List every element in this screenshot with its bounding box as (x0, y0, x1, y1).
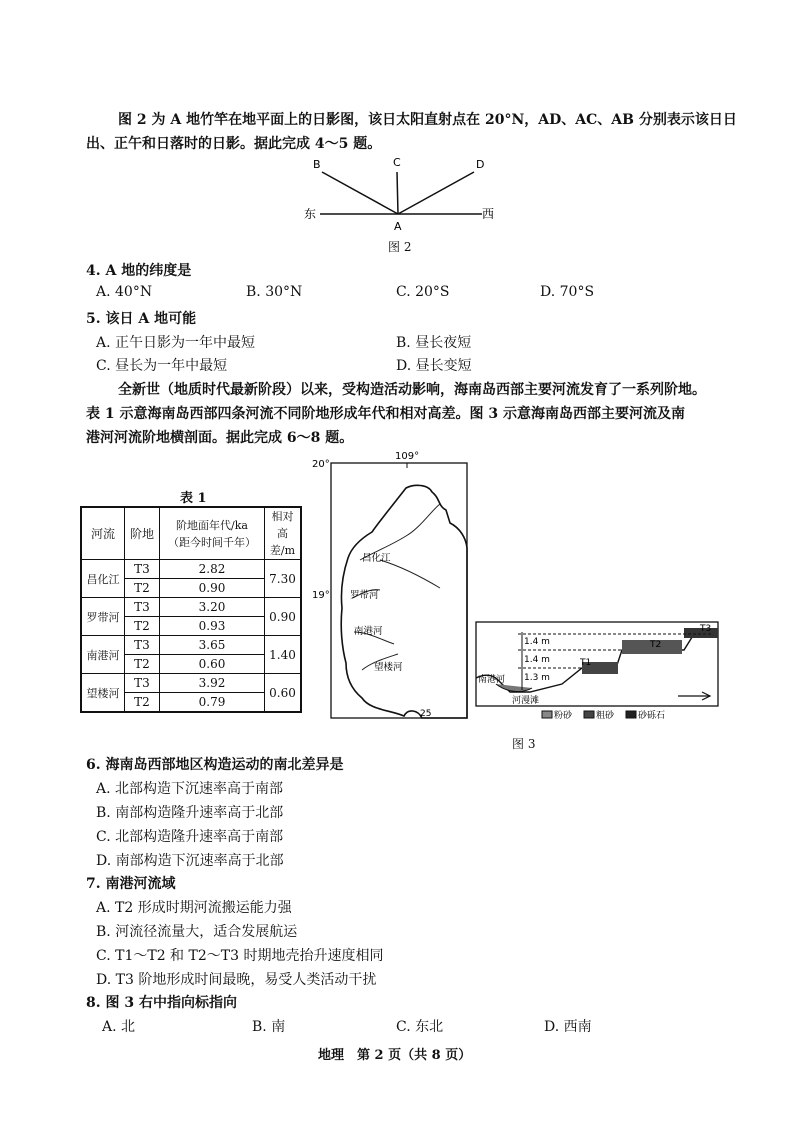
q8-stem: 8. 图 3 右中指向标指向 (86, 995, 237, 1011)
q5-option-c: C. 昼长为一年中最短 (96, 358, 228, 374)
q7-option-d: D. T3 阶地形成时间最晚，易受人类活动干扰 (96, 972, 377, 988)
legend-silt-swatch (542, 711, 552, 718)
height-label-2: 1.4 m (524, 655, 550, 665)
table-row (81, 674, 301, 693)
q5-option-b: B. 昼长夜短 (396, 335, 472, 351)
height-diff: 1.40 (265, 636, 302, 674)
page-footer: 地理 第 2 页（共 8 页） (318, 1048, 472, 1063)
label-west: 西 (482, 207, 495, 221)
map-label-luodai: 罗带河 (350, 590, 379, 601)
q4-option-c: C. 20°S (396, 284, 450, 300)
th-terrace: 阶地 (125, 507, 160, 560)
terrace: T3 (125, 636, 160, 655)
map-scale-label: 25 (420, 709, 432, 719)
th-diff: 相对高 差/m (265, 507, 302, 560)
shadow-AD (398, 172, 474, 214)
q5-option-a: A. 正午日影为一年中最短 (96, 335, 256, 351)
legend-gravel: 砂砾石 (638, 711, 666, 721)
intro2-line1: 全新世（地质时代最新阶段）以来，受构造活动影响，海南岛西部主要河流发育了一系列阶地。 (118, 382, 706, 398)
river-tributary (380, 560, 440, 588)
fig3-caption: 图 3 (512, 737, 536, 751)
terrace-label-T3: T3 (700, 624, 712, 634)
terrace: T2 (125, 693, 160, 713)
terrace: T2 (125, 617, 160, 636)
terrace-profile (472, 618, 722, 728)
river-name: 南港河 (81, 636, 125, 674)
q7-option-b: B. 河流径流量大，适合发展航运 (96, 924, 298, 940)
q7-stem: 7. 南港河流域 (86, 876, 176, 892)
legend-coarse-sand-swatch (584, 711, 594, 718)
legend-silt: 粉砂 (554, 711, 573, 721)
river-name: 罗带河 (81, 598, 125, 636)
age: 2.82 (160, 560, 265, 579)
q4-stem: 4. A 地的纬度是 (86, 263, 192, 279)
age: 0.90 (160, 579, 265, 598)
shadow-AB (322, 172, 398, 214)
age: 3.20 (160, 598, 265, 617)
table1 (80, 506, 302, 713)
q6-option-a: A. 北部构造下沉速率高于南部 (96, 781, 284, 797)
q6-option-d: D. 南部构造下沉速率高于北部 (96, 853, 284, 869)
hainan-map (310, 448, 470, 723)
lon-109-label: 109° (395, 451, 420, 462)
q4-option-a: A. 40°N (96, 284, 153, 300)
profile-river-label: 南港河 (478, 675, 506, 685)
q4-option-d: D. 70°S (540, 284, 595, 300)
terrace: T2 (125, 579, 160, 598)
terrace: T2 (125, 655, 160, 674)
age: 3.92 (160, 674, 265, 693)
age: 3.65 (160, 636, 265, 655)
river-name: 望楼河 (81, 674, 125, 713)
table-row (81, 598, 301, 617)
map-label-wanglou: 望楼河 (374, 662, 403, 673)
height-diff: 7.30 (265, 560, 302, 598)
height-diff: 0.60 (265, 674, 302, 713)
label-east: 东 (304, 207, 317, 221)
terrace: T3 (125, 560, 160, 579)
height-label-1: 1.4 m (524, 637, 550, 647)
fig2-caption: 图 2 (388, 240, 412, 254)
label-C: C (393, 156, 401, 169)
intro2-line2: 表 1 示意海南岛西部四条河流不同阶地形成年代和相对高差。图 3 示意海南岛西部主要河流及南 (86, 406, 685, 422)
q5-option-d: D. 昼长变短 (396, 358, 472, 374)
q7-option-a: A. T2 形成时期河流搬运能力强 (96, 900, 292, 916)
table-row (81, 560, 301, 579)
legend-coarse-sand: 粗砂 (596, 711, 615, 721)
shadow-AC (397, 172, 398, 214)
lat-19-label: 19° (312, 590, 330, 601)
q6-option-c: C. 北部构造隆升速率高于南部 (96, 829, 284, 845)
terrace-label-T1: T1 (580, 658, 592, 668)
age: 0.60 (160, 655, 265, 674)
intro2-line3: 港河河流阶地横剖面。据此完成 6～8 题。 (86, 430, 354, 446)
map-label-nangang: 南港河 (354, 626, 383, 637)
q8-option-c: C. 东北 (396, 1019, 444, 1035)
age: 0.93 (160, 617, 265, 636)
profile-shoal-label: 河漫滩 (512, 696, 540, 706)
q4-option-b: B. 30°N (246, 284, 303, 300)
legend-gravel-swatch (626, 711, 636, 718)
fig2-diagram (300, 150, 500, 250)
label-D: D (476, 158, 485, 171)
q8-option-a: A. 北 (102, 1019, 136, 1035)
lat-20-label: 20° (312, 459, 330, 470)
th-age: 阶地面年代/ka （距今时间千年） (160, 507, 265, 560)
coastline (341, 485, 467, 718)
table-row (81, 636, 301, 655)
label-B: B (313, 158, 321, 171)
q6-stem: 6. 海南岛西部地区构造运动的南北差异是 (86, 757, 344, 773)
label-A: A (394, 220, 402, 233)
age: 0.79 (160, 693, 265, 713)
river-name: 昌化江 (81, 560, 125, 598)
terrace-label-T2: T2 (650, 640, 662, 650)
terrace: T3 (125, 674, 160, 693)
q6-option-b: B. 南部构造隆升速率高于北部 (96, 805, 284, 821)
map-label-changhua: 昌化江 (362, 553, 391, 564)
intro1-line1: 图 2 为 A 地竹竿在地平面上的日影图，该日太阳直射点在 20°N，AD、AC、AB 分别表示该日日 (118, 112, 737, 128)
q5-stem: 5. 该日 A 地可能 (86, 311, 197, 327)
height-diff: 0.90 (265, 598, 302, 636)
q7-option-c: C. T1～T2 和 T2～T3 时期地壳抬升速度相同 (96, 948, 384, 964)
q8-option-b: B. 南 (252, 1019, 286, 1035)
q8-option-d: D. 西南 (544, 1019, 592, 1035)
river-channel (496, 684, 532, 691)
height-label-3: 1.3 m (524, 673, 550, 683)
intro1-line2: 出、正午和日落时的日影。据此完成 4～5 题。 (86, 136, 382, 152)
terrace: T3 (125, 598, 160, 617)
th-river: 河流 (81, 507, 125, 560)
table1-title: 表 1 (180, 491, 207, 506)
